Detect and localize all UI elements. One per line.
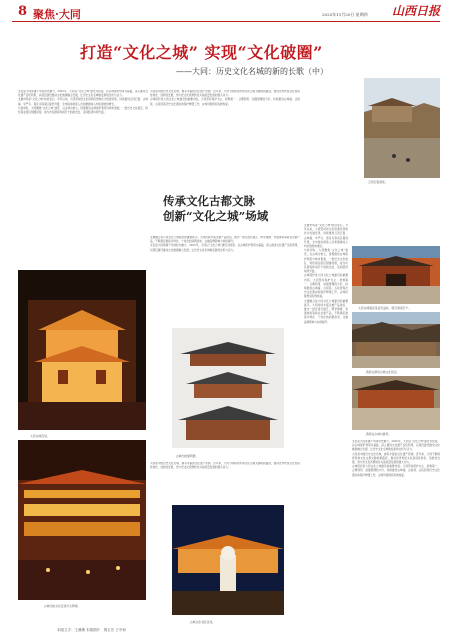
- caption: 游客在古城内游览。: [366, 432, 392, 436]
- paragraph: 文旅市场是“文化之城”的试金石。今年以来，大同坚持把文化资源优势转化为发展优势，持续推进云冈石窟、古城墙、华严寺、善化寺等景区提档升级，全市接待游客人次和旅游收入均实现较快增长。: [304, 224, 348, 249]
- newspaper-logo: 山西日报: [392, 4, 441, 18]
- caption: 古城文化景区夜景。: [190, 620, 216, 624]
- article-column-6: [352, 440, 440, 624]
- caption: 大同古城夜景。: [30, 434, 50, 438]
- article-column-1: [18, 90, 148, 266]
- paragraph: 文化是大同穿越千年的时光魅力，2025年，大同以“文化之城”建设为统领，以古城保护利用为基础，深入推进文化遗产活化利用，以项目建设推动文化旅游融合发展，让历史文化名城焕发新的生机与活力。: [150, 244, 300, 252]
- paragraph: 文化是大同穿越千年的时光魅力，2025年，大同以“文化之城”建设为统领，以古城保护利用为基础，深入推进文化遗产活化利用，以项目建设推动文化旅游融合发展，让历史文化名城焕发新的生机与活力。: [352, 440, 440, 452]
- photo-center-night-scene-image: [172, 505, 284, 615]
- photo-left-night-tower: [18, 270, 146, 430]
- paragraph: 文旅融合是大同文化之城建设的重要抓手。大同持续丰富文旅产品供给，推出一批沉浸式演艺、研学旅游、非遗体验等新业态新产品，不断满足游客多样化、个性化的消费需求，文旅品牌影响力持续提升。: [150, 236, 300, 244]
- paragraph: 文旅市场是“文化之城”的试金石。今年以来，大同坚持把文化资源优势转化为发展优势，持续推进云冈石窟、古城墙、华严寺、善化寺等景区提档升级，全市接待游客人次和旅游收入均实现较快增长。: [18, 98, 148, 106]
- paragraph: 大同是中国历史文化名城，拥有丰富的文化遗产资源。近年来，大同不断探索传承文化古都文脉的新路径，推动优秀传统文化创造性转化、创新性发展，努力把文化资源转化为高质量发展的强大动力。: [150, 462, 300, 470]
- caption: 云冈石窟游客。: [368, 180, 388, 184]
- paragraph: 文化是大同穿越千年的时光魅力，2025年，大同以“文化之城”建设为统领，以古城保护利用为基础，深入推进文化遗产活化利用，以项目建设推动文化旅游融合发展，让历史文化名城焕发新的生机与活力。: [18, 90, 148, 98]
- paragraph: 大同是中国历史文化名城，拥有丰富的文化遗产资源。近年来，大同不断探索传承文化古都文脉的新路径，推动优秀传统文化创造性转化、创新性发展，努力把文化资源转化为高质量发展的强大动力。: [352, 452, 440, 465]
- photo-center-buildings: [172, 328, 284, 448]
- paragraph: 与此同时，大同聚焦“文化之城”建设，以古城为核心，统筹推进古城保护利用与城市更新，一批历史文化街区、特色商业街区相继亮相，成为市民游客休闲打卡的新去处，夜间经济持续升温。: [304, 249, 348, 274]
- photo-left-night-tower-image: [18, 270, 146, 430]
- caption: 大同古城墙夜景流光溢彩，吸引游客打卡。: [358, 306, 412, 310]
- sub-headline: ——大同：历史文化名城的新的长歌（中）: [176, 67, 328, 76]
- article-column-5: [304, 224, 348, 624]
- article-column-4: [150, 462, 300, 502]
- caption: 古城内的文化夜景灯火辉煌。: [44, 604, 81, 608]
- article-column-3: [150, 236, 300, 326]
- paragraph: 文旅融合是大同文化之城建设的重要抓手。大同持续丰富文旅产品供给，推出一批沉浸式演艺、研学旅游、非遗体验等新业态新产品，不断满足游客多样化、个性化的消费需求，文旅品牌影响力持续提升。: [304, 299, 348, 324]
- issue-date: 2025年11月20日 星期四: [322, 12, 368, 17]
- paragraph: 古城保护是大同文化之城建设的重要内容。大同坚持保护为主、抢救第一、合理利用、加强管理的方针，持续推进古城墙、古街巷、古民居等历史文化遗存的保护修缮工作，古城风貌得到有效恢复。: [352, 465, 440, 477]
- photo-right-visitors-image: [352, 376, 440, 430]
- photo-left-night-street: [18, 440, 146, 600]
- photo-left-night-street-image: [18, 440, 146, 600]
- photo-top-right-image: [364, 78, 440, 178]
- header-rule: [12, 21, 440, 22]
- photo-right-street: [352, 312, 440, 368]
- photo-right-gate: [352, 246, 440, 304]
- subhead-line-1: 传承文化古都文脉: [163, 194, 255, 208]
- section-subhead: [163, 194, 268, 224]
- paragraph: 古城保护是大同文化之城建设的重要内容。大同坚持保护为主、抢救第一、合理利用、加强管理的方针，持续推进古城墙、古街巷、古民居等历史文化遗存的保护修缮工作，古城风貌得到有效恢复。: [304, 274, 348, 299]
- photo-right-gate-image: [352, 246, 440, 304]
- caption: 游客在游玩古城文化街区。: [366, 370, 400, 374]
- photo-top-right: [364, 78, 440, 178]
- photo-center-night-scene: [172, 505, 284, 615]
- subhead-line-2: 创新“文化之城”场域: [163, 209, 269, 223]
- page-credits: 本版文字：王澳澳 本版图片：胡玉芳 王中和: [57, 628, 126, 632]
- photo-right-street-image: [352, 312, 440, 368]
- article-column-2: [150, 90, 300, 176]
- page-header: [0, 0, 450, 22]
- section-title: 聚焦·大同: [33, 8, 81, 21]
- page-number: 8: [18, 4, 28, 19]
- paragraph: 古城保护是大同文化之城建设的重要内容。大同坚持保护为主、抢救第一、合理利用、加强管理的方针，持续推进古城墙、古街巷、古民居等历史文化遗存的保护修缮工作，古城风貌得到有效恢复。: [150, 98, 300, 106]
- headline: 打造“文化之城” 实现“文化破圈”: [80, 43, 323, 62]
- paragraph: 大同是中国历史文化名城，拥有丰富的文化遗产资源。近年来，大同不断探索传承文化古都文脉的新路径，推动优秀传统文化创造性转化、创新性发展，努力把文化资源转化为高质量发展的强大动力。: [150, 90, 300, 98]
- caption: 古城内的建筑群。: [176, 454, 199, 458]
- photo-right-visitors: [352, 376, 440, 430]
- photo-center-buildings-image: [172, 328, 284, 448]
- paragraph: 与此同时，大同聚焦“文化之城”建设，以古城为核心，统筹推进古城保护利用与城市更新，一批历史文化街区、特色商业街区相继亮相，成为市民游客休闲打卡的新去处，夜间经济持续升温。: [18, 106, 148, 115]
